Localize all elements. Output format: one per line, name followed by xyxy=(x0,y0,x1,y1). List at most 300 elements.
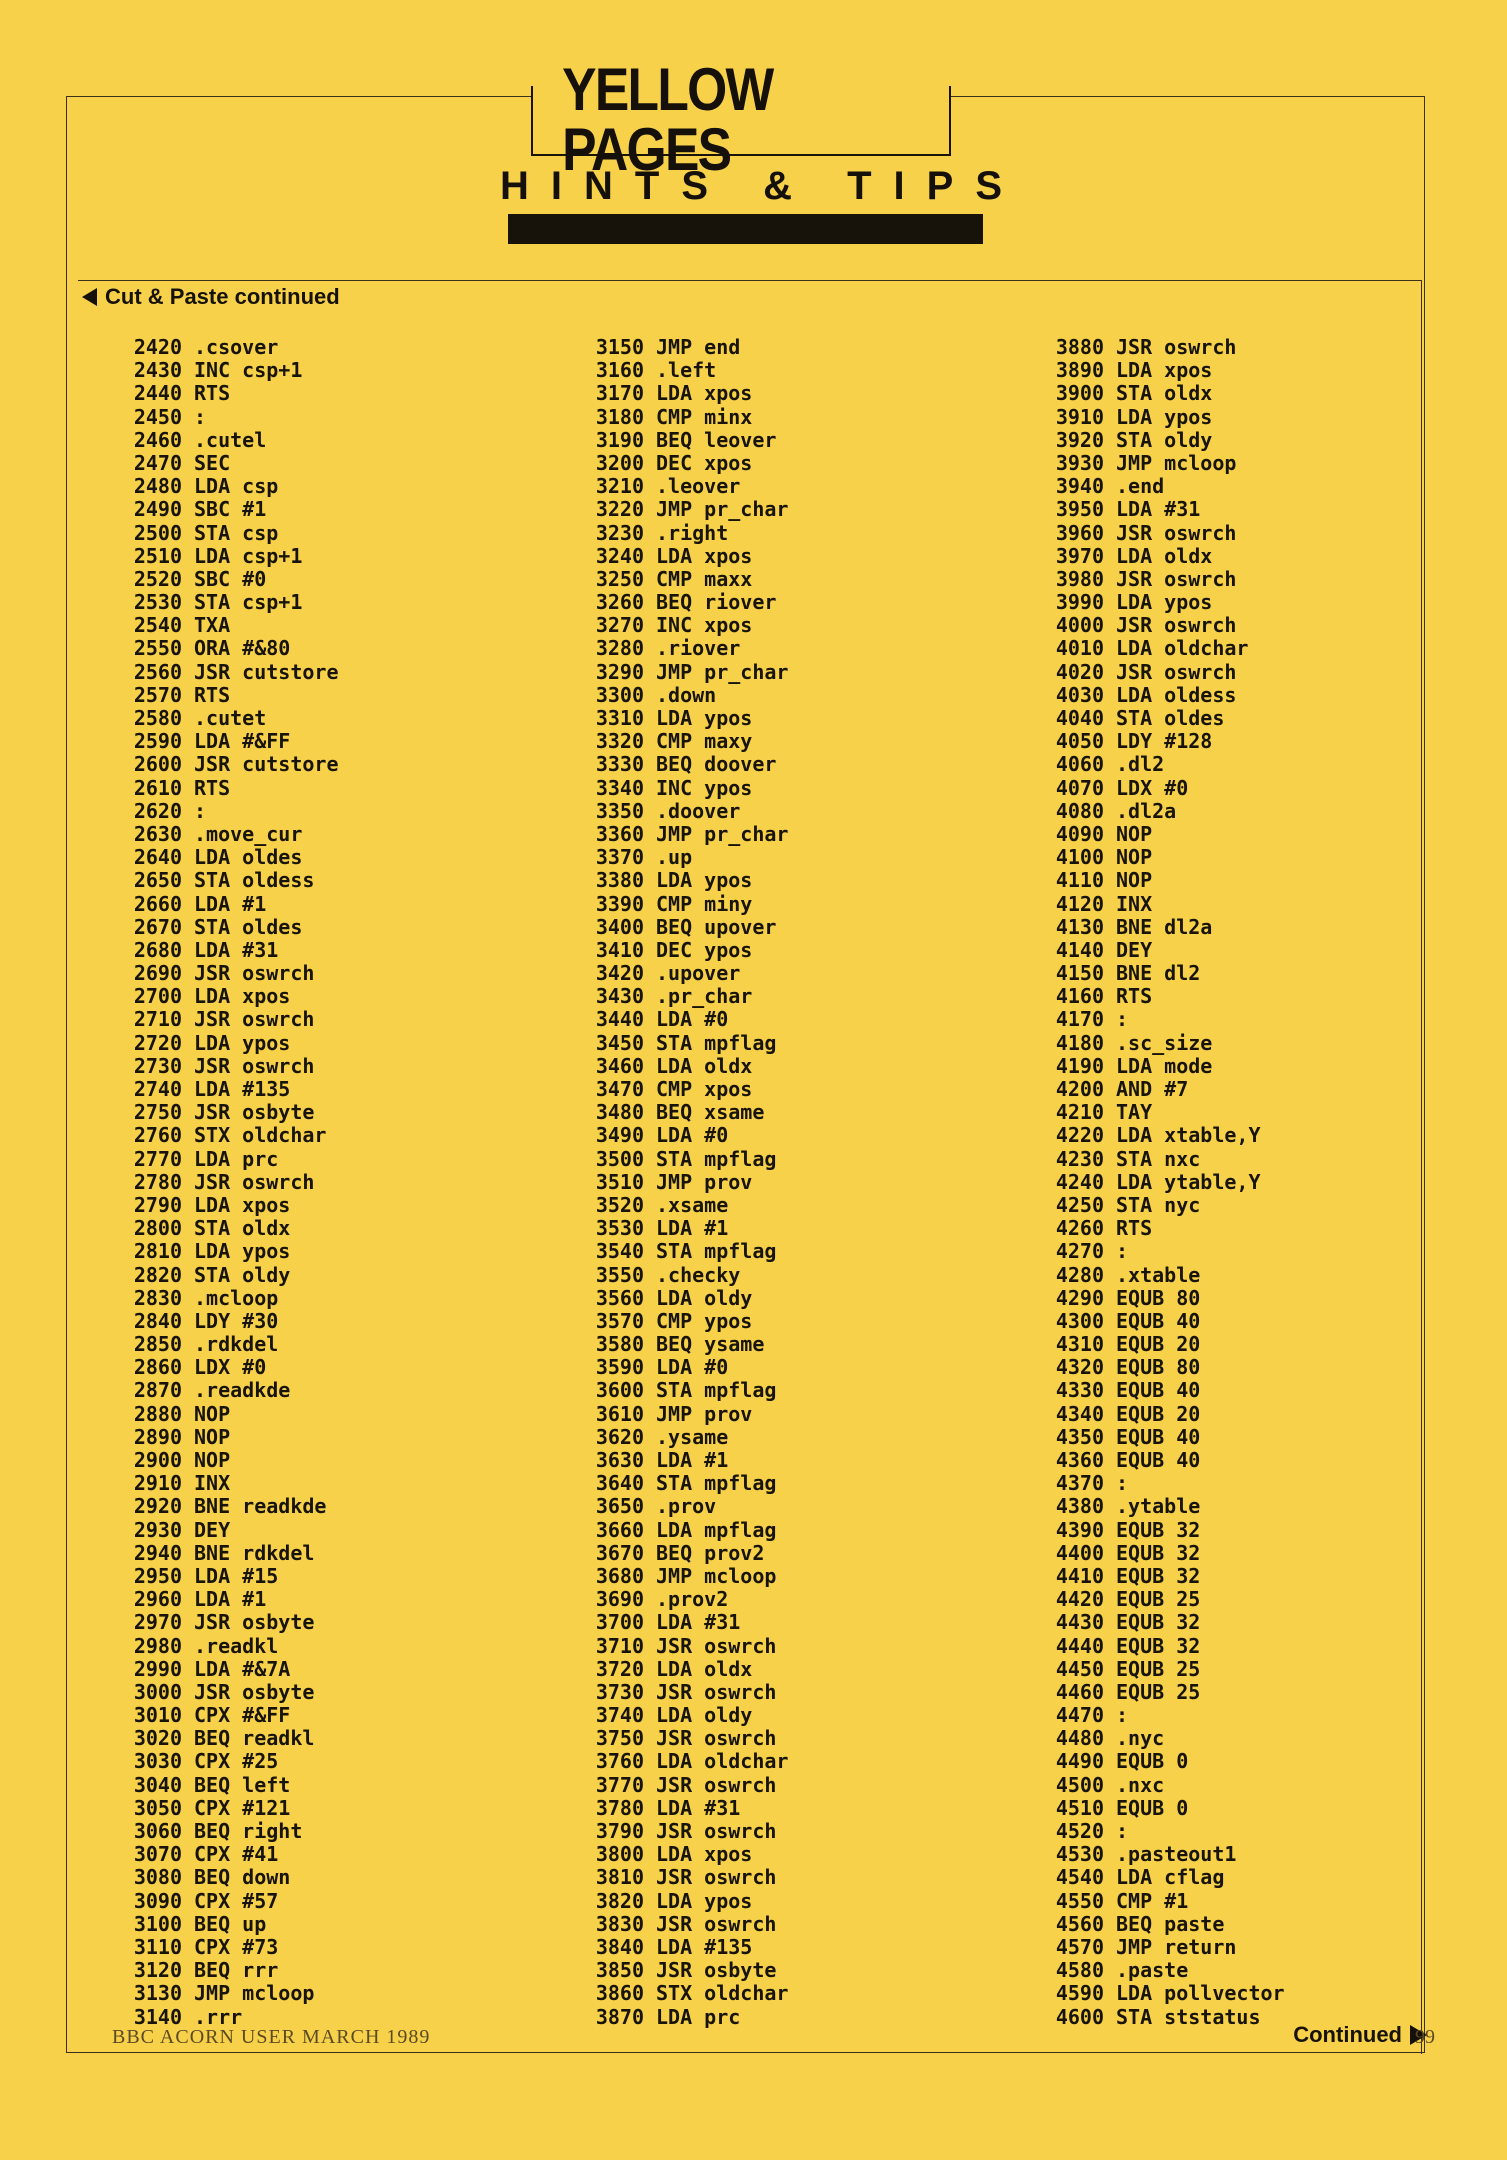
code-text: SEC xyxy=(194,450,231,475)
code-line xyxy=(130,359,339,382)
code-line xyxy=(130,1611,339,1634)
line-number: 2530 xyxy=(133,590,182,615)
line-number: 4600 xyxy=(1055,2004,1104,2029)
line-number: 4390 xyxy=(1055,1517,1104,1542)
code-line xyxy=(130,1008,339,1031)
line-number: 4450 xyxy=(1055,1656,1104,1681)
line-number: 4420 xyxy=(1055,1587,1104,1612)
code-text: BNE dl2a xyxy=(1116,914,1213,939)
code-line xyxy=(130,1913,339,1936)
section-label xyxy=(82,284,340,310)
code-text: .end xyxy=(1116,474,1165,499)
code-text: EQUB 40 xyxy=(1116,1378,1201,1403)
line-number: 3210 xyxy=(595,474,644,499)
code-line xyxy=(592,753,788,776)
line-number: 2580 xyxy=(133,706,182,730)
line-number: 3650 xyxy=(595,1494,644,1519)
line-number: 3570 xyxy=(595,1308,644,1333)
line-number: 3200 xyxy=(595,450,644,475)
code-line xyxy=(592,1426,788,1449)
line-number: 3900 xyxy=(1055,381,1104,406)
code-line xyxy=(1052,753,1285,776)
code-line xyxy=(130,1310,339,1333)
code-line xyxy=(130,939,339,962)
line-number: 2590 xyxy=(133,729,182,754)
code-text: EQUB 25 xyxy=(1116,1679,1201,1704)
code-text: JSR oswrch xyxy=(656,1865,777,1890)
code-line xyxy=(592,1982,788,2005)
line-number: 4040 xyxy=(1055,706,1104,730)
line-number: 3450 xyxy=(595,1030,644,1055)
line-number: 2630 xyxy=(133,821,182,846)
code-line xyxy=(1052,1008,1285,1031)
line-number: 2970 xyxy=(133,1610,182,1635)
line-number: 4260 xyxy=(1055,1216,1104,1241)
code-line xyxy=(592,1403,788,1426)
code-line xyxy=(1052,1774,1285,1797)
code-text: : xyxy=(1116,1471,1129,1496)
code-text: .rdkdel xyxy=(194,1332,279,1357)
line-number: 3490 xyxy=(595,1123,644,1148)
code-text: .dl2 xyxy=(1116,752,1165,777)
code-text: CMP maxy xyxy=(656,729,753,754)
code-line xyxy=(1052,1866,1285,1889)
code-text: DEC ypos xyxy=(656,937,753,962)
code-line xyxy=(1052,1588,1285,1611)
header-title-box xyxy=(531,56,951,183)
code-line xyxy=(1052,1055,1285,1078)
line-number: 3680 xyxy=(595,1563,644,1588)
code-line xyxy=(1052,661,1285,684)
line-number: 3070 xyxy=(133,1842,182,1867)
code-line xyxy=(1052,498,1285,521)
line-number: 4110 xyxy=(1055,868,1104,893)
line-number: 2670 xyxy=(133,914,182,939)
code-line xyxy=(1052,1704,1285,1727)
page-subtitle: HINTS & TIPS xyxy=(500,164,1025,208)
code-text: NOP xyxy=(194,1448,231,1472)
code-line xyxy=(592,1820,788,1843)
code-line xyxy=(130,1194,339,1217)
code-text: LDA #0 xyxy=(656,1355,729,1380)
code-text: INC ypos xyxy=(656,775,753,800)
code-line xyxy=(1052,939,1285,962)
code-text: LDA #1 xyxy=(656,1448,729,1472)
code-text: STA mpflag xyxy=(656,1378,777,1403)
code-line xyxy=(592,545,788,568)
code-line xyxy=(592,1356,788,1379)
code-line xyxy=(1052,1982,1285,2005)
code-text: INX xyxy=(194,1471,231,1496)
code-text: STA oldess xyxy=(194,868,315,893)
code-text: STX oldchar xyxy=(194,1123,327,1148)
code-line xyxy=(592,1333,788,1356)
code-line xyxy=(1052,1264,1285,1287)
line-number: 2490 xyxy=(133,497,182,522)
code-line xyxy=(1052,777,1285,800)
code-text: JSR oswrch xyxy=(656,1819,777,1843)
code-line xyxy=(130,707,339,730)
line-number: 3540 xyxy=(595,1239,644,1264)
code-line xyxy=(592,336,788,359)
code-text: LDA csp+1 xyxy=(194,543,303,568)
code-line xyxy=(130,869,339,892)
line-number: 3290 xyxy=(595,659,644,684)
code-text: NOP xyxy=(194,1424,231,1449)
line-number: 3480 xyxy=(595,1100,644,1125)
code-text: NOP xyxy=(1116,821,1153,846)
code-line xyxy=(1052,962,1285,985)
code-line xyxy=(592,1217,788,1240)
line-number: 2420 xyxy=(133,335,182,359)
code-text: .down xyxy=(656,682,717,707)
code-text: JSR osbyte xyxy=(194,1610,315,1635)
code-text: JMP prov xyxy=(656,1401,753,1426)
code-line xyxy=(130,591,339,614)
line-number: 3320 xyxy=(595,729,644,754)
code-text: NOP xyxy=(194,1401,231,1426)
code-text: CMP minx xyxy=(656,404,753,429)
line-number: 2790 xyxy=(133,1192,182,1217)
code-line xyxy=(1052,1171,1285,1194)
code-text: EQUB 32 xyxy=(1116,1563,1201,1588)
code-text: RTS xyxy=(194,682,231,707)
line-number: 3150 xyxy=(595,335,644,359)
line-number: 2910 xyxy=(133,1471,182,1496)
code-text: RTS xyxy=(194,775,231,800)
code-line xyxy=(592,1078,788,1101)
code-line xyxy=(592,1148,788,1171)
code-line xyxy=(130,1426,339,1449)
code-text: STA oldx xyxy=(1116,381,1213,406)
code-text: BEQ left xyxy=(194,1772,291,1797)
code-line xyxy=(592,1658,788,1681)
line-number: 2900 xyxy=(133,1448,182,1472)
code-text: LDA oldchar xyxy=(1116,636,1249,661)
line-number: 2550 xyxy=(133,636,182,661)
code-text: STA oldx xyxy=(194,1216,291,1241)
code-line xyxy=(592,1379,788,1402)
code-line xyxy=(592,1101,788,1124)
line-number: 4270 xyxy=(1055,1239,1104,1264)
line-number: 3130 xyxy=(133,1981,182,2006)
code-line xyxy=(130,1843,339,1866)
code-line xyxy=(130,1171,339,1194)
code-line xyxy=(130,893,339,916)
line-number: 2920 xyxy=(133,1494,182,1519)
line-number: 3120 xyxy=(133,1958,182,1983)
continued-text: Continued xyxy=(1293,2022,1402,2047)
line-number: 2850 xyxy=(133,1332,182,1357)
code-text: DEC xpos xyxy=(656,450,753,475)
code-text: CPX #57 xyxy=(194,1888,279,1913)
code-line xyxy=(1052,1750,1285,1773)
code-line xyxy=(592,382,788,405)
code-text: EQUB 0 xyxy=(1116,1795,1189,1820)
code-text: LDA mode xyxy=(1116,1053,1213,1078)
code-line xyxy=(1052,730,1285,753)
line-number: 2960 xyxy=(133,1587,182,1612)
code-line xyxy=(1052,1611,1285,1634)
code-line xyxy=(1052,1890,1285,1913)
code-text: .doover xyxy=(656,798,741,823)
code-line xyxy=(592,1171,788,1194)
code-text: .up xyxy=(656,845,693,870)
line-number: 4580 xyxy=(1055,1958,1104,1983)
line-number: 4020 xyxy=(1055,659,1104,684)
code-text: CMP maxx xyxy=(656,566,753,591)
line-number: 2940 xyxy=(133,1540,182,1565)
code-line xyxy=(1052,1310,1285,1333)
code-text: STA mpflag xyxy=(656,1239,777,1264)
code-text: EQUB 32 xyxy=(1116,1633,1201,1658)
line-number: 2800 xyxy=(133,1216,182,1241)
line-number: 2520 xyxy=(133,566,182,591)
code-line xyxy=(130,1727,339,1750)
code-line xyxy=(130,753,339,776)
code-line xyxy=(1052,800,1285,823)
code-text: .readkde xyxy=(194,1378,291,1403)
code-text: CPX #73 xyxy=(194,1934,279,1959)
code-text: SBC #0 xyxy=(194,566,267,591)
code-line xyxy=(592,1240,788,1263)
code-line xyxy=(130,1356,339,1379)
code-text: LDA #15 xyxy=(194,1563,279,1588)
code-line xyxy=(592,1565,788,1588)
code-line xyxy=(1052,452,1285,475)
code-text: LDA #0 xyxy=(656,1123,729,1148)
code-text: BEQ down xyxy=(194,1865,291,1890)
line-number: 3820 xyxy=(595,1888,644,1913)
line-number: 2660 xyxy=(133,891,182,916)
line-number: 4160 xyxy=(1055,984,1104,1009)
line-number: 3100 xyxy=(133,1911,182,1936)
code-text: .prov2 xyxy=(656,1587,729,1612)
code-line xyxy=(592,359,788,382)
code-text: : xyxy=(194,404,207,429)
line-number: 3940 xyxy=(1055,474,1104,499)
code-text: .pasteout1 xyxy=(1116,1842,1237,1867)
line-number: 3370 xyxy=(595,845,644,870)
code-text: LDA ypos xyxy=(1116,404,1213,429)
line-number: 2700 xyxy=(133,984,182,1009)
code-text: CMP #1 xyxy=(1116,1888,1189,1913)
line-number: 4520 xyxy=(1055,1819,1104,1843)
line-number: 3530 xyxy=(595,1216,644,1241)
code-line xyxy=(592,893,788,916)
code-line xyxy=(592,1727,788,1750)
code-text: JMP prov xyxy=(656,1169,753,1194)
code-text: .xsame xyxy=(656,1192,729,1217)
code-text: JMP return xyxy=(1116,1934,1237,1959)
code-line xyxy=(592,1449,788,1472)
code-line xyxy=(130,777,339,800)
code-column-1 xyxy=(130,336,339,2029)
code-text: LDA ypos xyxy=(194,1030,291,1055)
code-line xyxy=(130,1681,339,1704)
code-column-3 xyxy=(1052,336,1285,2029)
code-text: .rrr xyxy=(194,2004,243,2029)
code-line xyxy=(592,777,788,800)
code-text: JSR oswrch xyxy=(194,1169,315,1194)
line-number: 3050 xyxy=(133,1795,182,1820)
code-line xyxy=(592,661,788,684)
line-number: 3830 xyxy=(595,1911,644,1936)
code-text: SBC #1 xyxy=(194,497,267,522)
code-text: LDA xpos xyxy=(656,543,753,568)
line-number: 2690 xyxy=(133,961,182,986)
code-text: STA oldy xyxy=(194,1262,291,1287)
code-text: RTS xyxy=(194,381,231,406)
code-line xyxy=(130,1472,339,1495)
code-text: STA csp+1 xyxy=(194,590,303,615)
code-text: LDA cflag xyxy=(1116,1865,1225,1890)
code-text: .ytable xyxy=(1116,1494,1201,1519)
line-number: 4330 xyxy=(1055,1378,1104,1403)
line-number: 4060 xyxy=(1055,752,1104,777)
code-line xyxy=(592,406,788,429)
line-number: 2770 xyxy=(133,1146,182,1171)
code-line xyxy=(130,1635,339,1658)
line-number: 4070 xyxy=(1055,775,1104,800)
line-number: 2610 xyxy=(133,775,182,800)
line-number: 3140 xyxy=(133,2004,182,2029)
code-line xyxy=(130,823,339,846)
code-text: CMP xpos xyxy=(656,1077,753,1101)
header-bar xyxy=(508,214,983,244)
code-line xyxy=(130,661,339,684)
line-number: 2990 xyxy=(133,1656,182,1681)
line-number: 3670 xyxy=(595,1540,644,1565)
line-number: 4500 xyxy=(1055,1772,1104,1797)
line-number: 2810 xyxy=(133,1239,182,1264)
code-line xyxy=(130,1890,339,1913)
line-number: 3510 xyxy=(595,1169,644,1194)
code-text: NOP xyxy=(1116,868,1153,893)
line-number: 4120 xyxy=(1055,891,1104,916)
line-number: 2860 xyxy=(133,1355,182,1380)
code-text: JSR osbyte xyxy=(656,1958,777,1983)
code-line xyxy=(130,1797,339,1820)
code-column-2 xyxy=(592,336,788,2029)
code-line xyxy=(1052,1542,1285,1565)
code-text: STA oldes xyxy=(194,914,303,939)
code-line xyxy=(592,568,788,591)
code-line xyxy=(592,1797,788,1820)
code-line xyxy=(130,1124,339,1147)
code-line xyxy=(130,1866,339,1889)
line-number: 3800 xyxy=(595,1842,644,1867)
code-line xyxy=(1052,568,1285,591)
code-text: STA ststatus xyxy=(1116,2004,1261,2029)
code-text: .csover xyxy=(194,335,279,359)
code-text: CPX #121 xyxy=(194,1795,291,1820)
code-line xyxy=(130,1774,339,1797)
code-text: LDX #0 xyxy=(1116,775,1189,800)
code-text: DEY xyxy=(1116,937,1153,962)
code-line xyxy=(130,498,339,521)
code-text: STA mpflag xyxy=(656,1146,777,1171)
code-line xyxy=(130,452,339,475)
code-line xyxy=(592,1635,788,1658)
code-text: JSR oswrch xyxy=(1116,659,1237,684)
line-number: 2540 xyxy=(133,613,182,638)
code-line xyxy=(1052,475,1285,498)
code-text: STX oldchar xyxy=(656,1981,789,2006)
line-number: 4290 xyxy=(1055,1285,1104,1310)
code-text: LDA csp xyxy=(194,474,279,499)
code-text: LDA #1 xyxy=(194,891,267,916)
arrow-left-icon xyxy=(82,288,97,306)
code-text: JSR oswrch xyxy=(1116,566,1237,591)
code-text: LDA oldess xyxy=(1116,682,1237,707)
code-text: STA mpflag xyxy=(656,1471,777,1496)
line-number: 4030 xyxy=(1055,682,1104,707)
code-line xyxy=(130,637,339,660)
code-line xyxy=(130,475,339,498)
code-line xyxy=(1052,846,1285,869)
line-number: 2840 xyxy=(133,1308,182,1333)
line-number: 3910 xyxy=(1055,404,1104,429)
code-line xyxy=(1052,1032,1285,1055)
code-text: LDA oldy xyxy=(656,1285,753,1310)
line-number: 3860 xyxy=(595,1981,644,2006)
code-text: EQUB 40 xyxy=(1116,1308,1201,1333)
code-line xyxy=(1052,2006,1285,2029)
code-line xyxy=(592,1032,788,1055)
code-line xyxy=(1052,637,1285,660)
code-text: LDA #1 xyxy=(656,1216,729,1241)
line-number: 4250 xyxy=(1055,1192,1104,1217)
page-number: 99 xyxy=(1415,2026,1435,2048)
code-line xyxy=(1052,336,1285,359)
line-number: 3350 xyxy=(595,798,644,823)
code-line xyxy=(130,1959,339,1982)
code-text: ORA #&80 xyxy=(194,636,291,661)
code-text: BEQ paste xyxy=(1116,1911,1225,1936)
code-text: .upover xyxy=(656,961,741,986)
code-text: .dl2a xyxy=(1116,798,1177,823)
code-line xyxy=(592,1959,788,1982)
code-line xyxy=(592,1495,788,1518)
code-line xyxy=(592,1124,788,1147)
code-line xyxy=(1052,1194,1285,1217)
code-text: LDA ypos xyxy=(656,706,753,730)
line-number: 4310 xyxy=(1055,1332,1104,1357)
code-text: BEQ doover xyxy=(656,752,777,777)
code-line xyxy=(1052,1449,1285,1472)
code-text: BEQ leover xyxy=(656,427,777,452)
code-text: LDA mpflag xyxy=(656,1517,777,1542)
code-text: .left xyxy=(656,358,717,383)
code-text: INX xyxy=(1116,891,1153,916)
code-text: CPX #&FF xyxy=(194,1703,291,1728)
code-text: BEQ rrr xyxy=(194,1958,279,1983)
code-text: LDA ypos xyxy=(194,1239,291,1264)
line-number: 2500 xyxy=(133,520,182,545)
code-line xyxy=(130,1658,339,1681)
code-line xyxy=(592,1681,788,1704)
code-text: JSR cutstore xyxy=(194,659,339,684)
code-text: AND #7 xyxy=(1116,1077,1189,1101)
code-line xyxy=(1052,1240,1285,1263)
code-text: JSR oswrch xyxy=(194,1007,315,1032)
line-number: 3600 xyxy=(595,1378,644,1403)
code-text: DEY xyxy=(194,1517,231,1542)
code-line xyxy=(1052,684,1285,707)
line-number: 3300 xyxy=(595,682,644,707)
continued-label xyxy=(1293,2022,1427,2048)
